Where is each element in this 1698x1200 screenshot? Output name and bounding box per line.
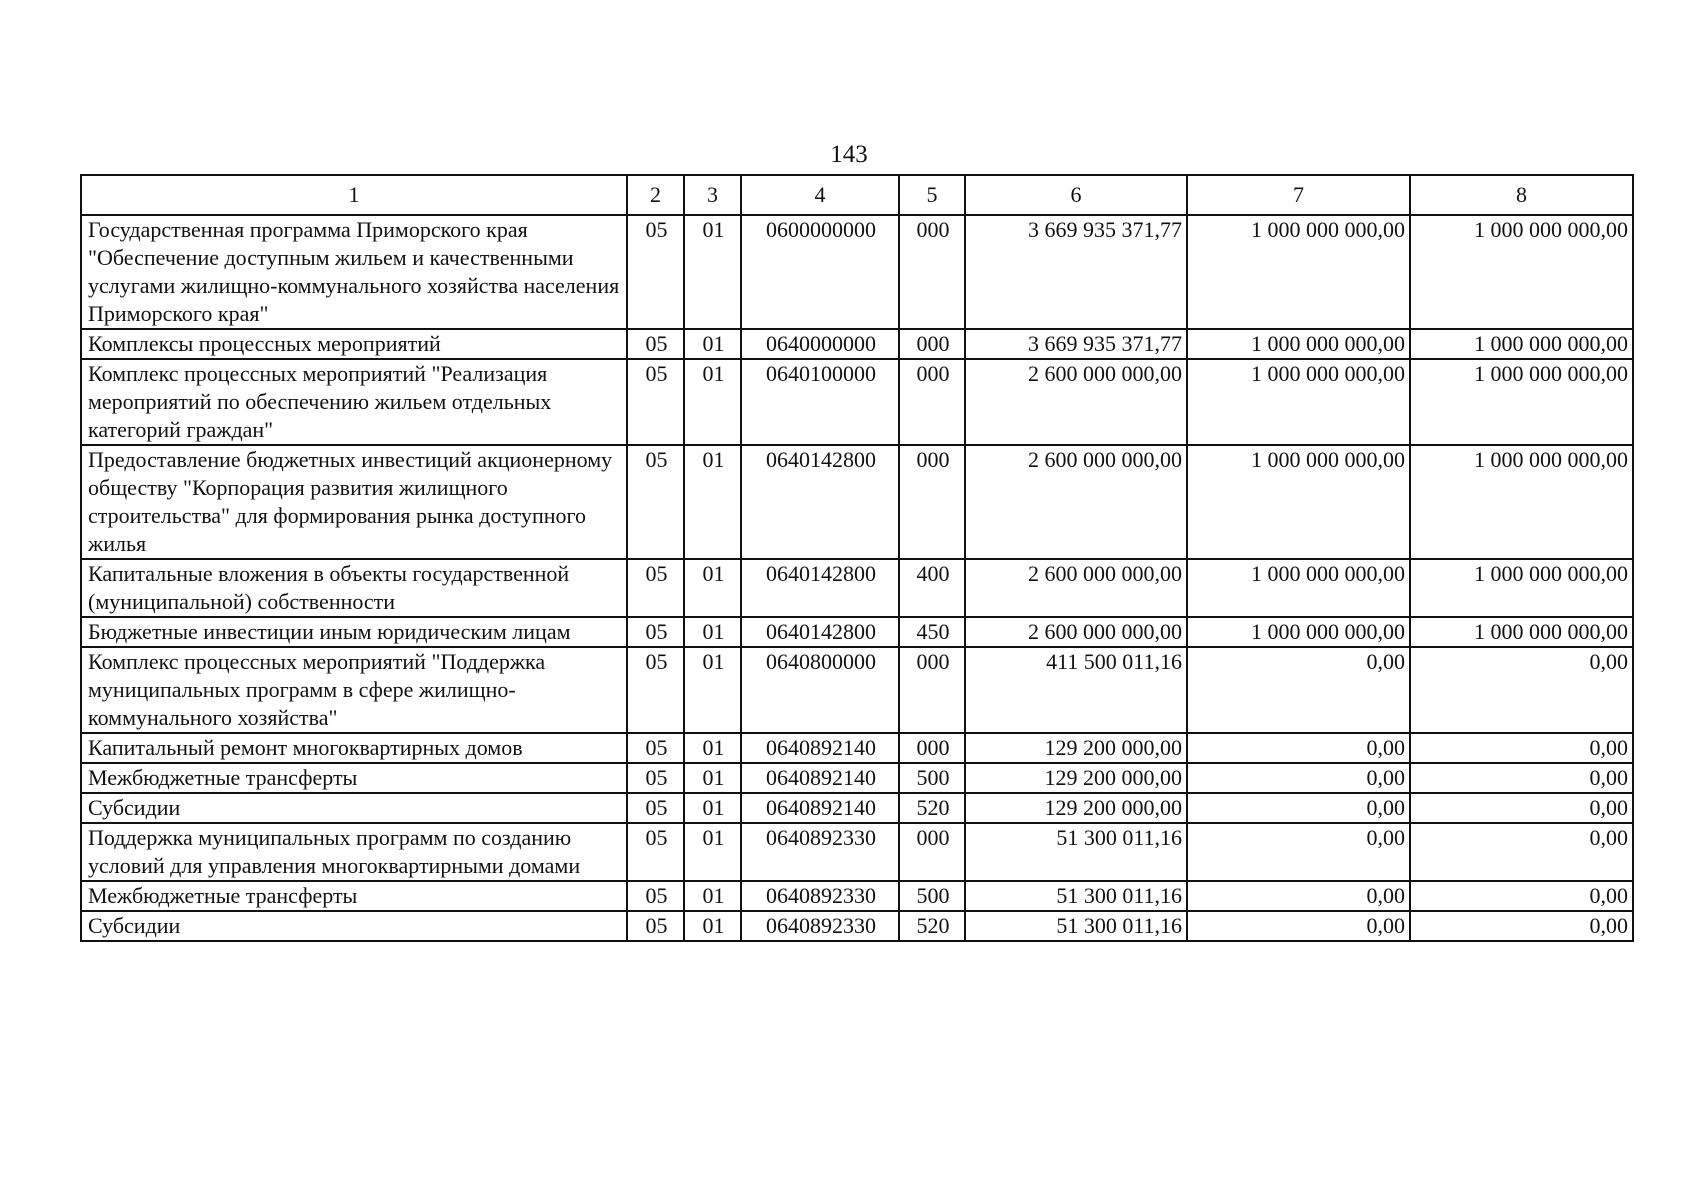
expense-type-code: 000 — [899, 359, 965, 445]
amount-col7: 1 000 000 000,00 — [1187, 559, 1410, 617]
expense-type-code: 000 — [899, 823, 965, 881]
subsection-code: 01 — [684, 793, 741, 823]
amount-col6: 2 600 000 000,00 — [965, 445, 1187, 559]
target-article-code: 0640892330 — [741, 881, 899, 911]
section-code: 05 — [627, 215, 684, 329]
amount-col6: 51 300 011,16 — [965, 823, 1187, 881]
table-row — [81, 647, 1633, 733]
amount-col6: 2 600 000 000,00 — [965, 617, 1187, 647]
row-name: Межбюджетные трансферты — [81, 763, 627, 793]
row-name: Капитальный ремонт многоквартирных домов — [81, 733, 627, 763]
amount-col7: 1 000 000 000,00 — [1187, 215, 1410, 329]
subsection-code: 01 — [684, 823, 741, 881]
amount-col7: 0,00 — [1187, 793, 1410, 823]
expense-type-code: 000 — [899, 647, 965, 733]
budget-table — [80, 174, 1634, 942]
amount-col6: 129 200 000,00 — [965, 763, 1187, 793]
target-article-code: 0640800000 — [741, 647, 899, 733]
table-row — [81, 733, 1633, 763]
amount-col7: 0,00 — [1187, 823, 1410, 881]
table-row — [81, 359, 1633, 445]
amount-col6: 2 600 000 000,00 — [965, 359, 1187, 445]
target-article-code: 0640892330 — [741, 823, 899, 881]
column-header: 2 — [627, 175, 684, 215]
amount-col8: 0,00 — [1410, 647, 1633, 733]
amount-col8: 1 000 000 000,00 — [1410, 329, 1633, 359]
amount-col8: 0,00 — [1410, 881, 1633, 911]
amount-col8: 1 000 000 000,00 — [1410, 559, 1633, 617]
section-code: 05 — [627, 823, 684, 881]
section-code: 05 — [627, 617, 684, 647]
target-article-code: 0640892140 — [741, 763, 899, 793]
table-row — [81, 881, 1633, 911]
subsection-code: 01 — [684, 559, 741, 617]
target-article-code: 0600000000 — [741, 215, 899, 329]
amount-col8: 1 000 000 000,00 — [1410, 359, 1633, 445]
amount-col7: 1 000 000 000,00 — [1187, 445, 1410, 559]
column-header: 6 — [965, 175, 1187, 215]
column-header: 3 — [684, 175, 741, 215]
column-header: 8 — [1410, 175, 1633, 215]
amount-col8: 0,00 — [1410, 733, 1633, 763]
row-name: Поддержка муниципальных программ по созданию условий для управления многоквартирными домами — [81, 823, 627, 881]
target-article-code: 0640142800 — [741, 445, 899, 559]
section-code: 05 — [627, 329, 684, 359]
section-code: 05 — [627, 445, 684, 559]
expense-type-code: 000 — [899, 215, 965, 329]
amount-col8: 0,00 — [1410, 911, 1633, 941]
table-row — [81, 329, 1633, 359]
amount-col6: 411 500 011,16 — [965, 647, 1187, 733]
section-code: 05 — [627, 793, 684, 823]
expense-type-code: 000 — [899, 733, 965, 763]
column-header: 7 — [1187, 175, 1410, 215]
subsection-code: 01 — [684, 329, 741, 359]
target-article-code: 0640142800 — [741, 617, 899, 647]
target-article-code: 0640892140 — [741, 733, 899, 763]
amount-col8: 0,00 — [1410, 793, 1633, 823]
expense-type-code: 450 — [899, 617, 965, 647]
amount-col7: 1 000 000 000,00 — [1187, 359, 1410, 445]
amount-col7: 0,00 — [1187, 733, 1410, 763]
table-row — [81, 617, 1633, 647]
amount-col6: 129 200 000,00 — [965, 793, 1187, 823]
table-row — [81, 559, 1633, 617]
amount-col7: 0,00 — [1187, 647, 1410, 733]
amount-col8: 1 000 000 000,00 — [1410, 445, 1633, 559]
table-row — [81, 911, 1633, 941]
column-header: 4 — [741, 175, 899, 215]
expense-type-code: 520 — [899, 911, 965, 941]
expense-type-code: 500 — [899, 881, 965, 911]
amount-col6: 3 669 935 371,77 — [965, 329, 1187, 359]
expense-type-code: 000 — [899, 445, 965, 559]
row-name: Комплекс процессных мероприятий "Поддержка муниципальных программ в сфере жилищно-коммунального хозяйства" — [81, 647, 627, 733]
column-header: 5 — [899, 175, 965, 215]
amount-col6: 51 300 011,16 — [965, 911, 1187, 941]
row-name: Государственная программа Приморского края "Обеспечение доступным жильем и качественными услугами жилищно-коммунального хозяйства населения Приморского края" — [81, 215, 627, 329]
expense-type-code: 520 — [899, 793, 965, 823]
row-name: Капитальные вложения в объекты государственной (муниципальной) собственности — [81, 559, 627, 617]
amount-col6: 51 300 011,16 — [965, 881, 1187, 911]
subsection-code: 01 — [684, 647, 741, 733]
table-row — [81, 445, 1633, 559]
section-code: 05 — [627, 881, 684, 911]
subsection-code: 01 — [684, 881, 741, 911]
row-name: Субсидии — [81, 911, 627, 941]
table-row — [81, 823, 1633, 881]
target-article-code: 0640142800 — [741, 559, 899, 617]
table-row — [81, 215, 1633, 329]
section-code: 05 — [627, 763, 684, 793]
section-code: 05 — [627, 359, 684, 445]
subsection-code: 01 — [684, 911, 741, 941]
subsection-code: 01 — [684, 617, 741, 647]
amount-col7: 1 000 000 000,00 — [1187, 617, 1410, 647]
amount-col7: 0,00 — [1187, 911, 1410, 941]
target-article-code: 0640100000 — [741, 359, 899, 445]
expense-type-code: 000 — [899, 329, 965, 359]
page-number: 143 — [830, 141, 868, 168]
amount-col6: 129 200 000,00 — [965, 733, 1187, 763]
expense-type-code: 400 — [899, 559, 965, 617]
amount-col7: 1 000 000 000,00 — [1187, 329, 1410, 359]
amount-col8: 1 000 000 000,00 — [1410, 617, 1633, 647]
target-article-code: 0640892140 — [741, 793, 899, 823]
row-name: Комплекс процессных мероприятий "Реализация мероприятий по обеспечению жильем отдельных категорий граждан" — [81, 359, 627, 445]
section-code: 05 — [627, 911, 684, 941]
row-name: Субсидии — [81, 793, 627, 823]
subsection-code: 01 — [684, 763, 741, 793]
subsection-code: 01 — [684, 359, 741, 445]
table-row — [81, 763, 1633, 793]
subsection-code: 01 — [684, 733, 741, 763]
column-header: 1 — [81, 175, 627, 215]
target-article-code: 0640000000 — [741, 329, 899, 359]
row-name: Комплексы процессных мероприятий — [81, 329, 627, 359]
amount-col7: 0,00 — [1187, 881, 1410, 911]
section-code: 05 — [627, 559, 684, 617]
table-row — [81, 793, 1633, 823]
target-article-code: 0640892330 — [741, 911, 899, 941]
expense-type-code: 500 — [899, 763, 965, 793]
amount-col8: 1 000 000 000,00 — [1410, 215, 1633, 329]
section-code: 05 — [627, 733, 684, 763]
row-name: Межбюджетные трансферты — [81, 881, 627, 911]
amount-col6: 3 669 935 371,77 — [965, 215, 1187, 329]
subsection-code: 01 — [684, 445, 741, 559]
amount-col8: 0,00 — [1410, 763, 1633, 793]
amount-col8: 0,00 — [1410, 823, 1633, 881]
header-row — [81, 175, 1633, 215]
section-code: 05 — [627, 647, 684, 733]
amount-col6: 2 600 000 000,00 — [965, 559, 1187, 617]
row-name: Бюджетные инвестиции иным юридическим лицам — [81, 617, 627, 647]
row-name: Предоставление бюджетных инвестиций акционерному обществу "Корпорация развития жилищного строительства" для формирования рынка доступного жилья — [81, 445, 627, 559]
amount-col7: 0,00 — [1187, 763, 1410, 793]
subsection-code: 01 — [684, 215, 741, 329]
